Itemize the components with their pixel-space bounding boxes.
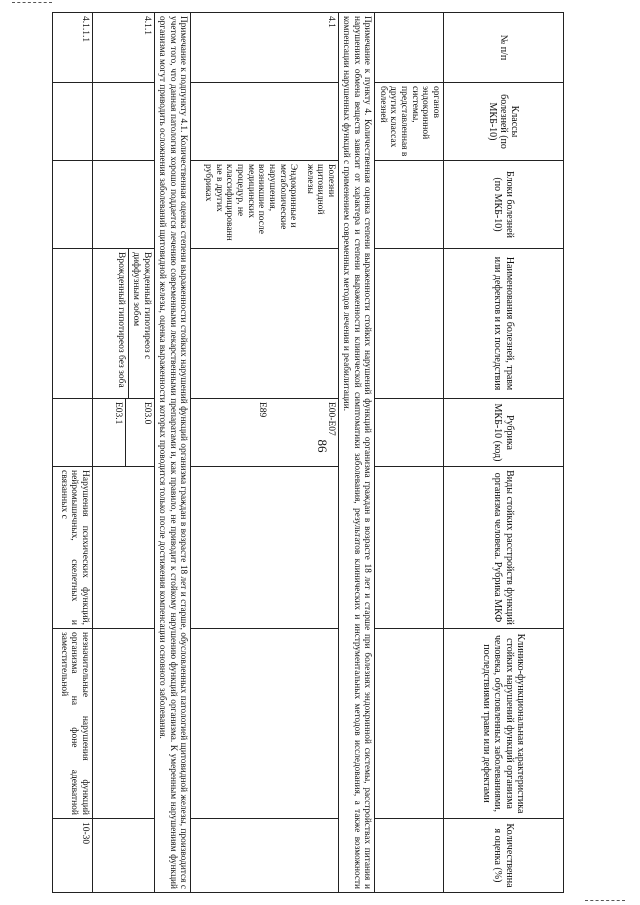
cell-empty [191, 629, 339, 819]
cell-empty [191, 819, 339, 893]
table-row [375, 13, 444, 893]
disability-criteria-table [52, 12, 564, 893]
cell-empty [92, 83, 154, 161]
cell-percent-4-1-1-1: 10-30 [52, 819, 92, 893]
cell-empty [52, 399, 92, 467]
cell-num-4-1-1: 4.1.1 [92, 13, 154, 83]
cell-num-4-1-1-1: 4.1.1.1 [52, 13, 92, 83]
cell-empty [191, 467, 339, 629]
header-names: Наименования болезней, травм или дефектов и их последствия [444, 249, 564, 399]
cell-empty [92, 629, 154, 819]
cell-empty [375, 399, 444, 467]
table-row [52, 13, 92, 893]
header-clinical: Клинико-функциональная характеристика стойких нарушений функций организма человека, обусловленных заболеваниями, последствиями травм или дефектами [444, 629, 564, 819]
name-hypothyroid-goiter: Врожденный гипотиреоз с диффузным зобом [128, 249, 154, 398]
cell-empty [52, 161, 92, 249]
header-percent: Количественная оценка (%) [444, 819, 564, 893]
block-thyroid: Болезни щитовидной железы [304, 164, 337, 215]
cell-blocks-4-1 [191, 161, 339, 249]
cell-empty [375, 819, 444, 893]
header-num: № п/п [444, 13, 564, 83]
header-blocks: Блоки болезней (по МКБ-10) [444, 161, 564, 249]
cell-empty [375, 249, 444, 399]
table-header-row [444, 13, 564, 893]
note-subitem-4-1: Примечание к подпункту 4.1. Количественная оценка степени выраженности стойких нарушений функций организма граждан в возрасте 18 лет и старше, обусловленных патологией щитовидной железы, производится с учетом того, что данная патология хорошо поддается лечению современными лекарственными препаратами и, как правило, не приводит к стойкому нарушению функций организма. К умеренным нарушениям функций организма могут приводить осложнения заболеваний щитовидной железы, оценка выраженности которых проводится только после достижения компенсации основного заболевания. [154, 13, 190, 893]
cell-codes-4-1-1 [92, 399, 154, 467]
cell-empty [92, 819, 154, 893]
cell-names-4-1-1 [92, 249, 154, 399]
note-item-4: Примечание к пункту 4. Количественная оценка степени выраженности стойких нарушений функций организма граждан в возрасте 18 лет и старше при болезнях эндокринной системы, расстройствах питания и нарушениях обмена веществ зависит от характера и степени выраженности клинической симптоматики заболевания, результатов клинических и инструментальных методов исследования, а также возможности компенсации нарушенных функций с применением современных методов лечения и реабилитации. [339, 13, 375, 893]
cell-empty [92, 161, 154, 249]
cell-empty [375, 161, 444, 249]
cell-empty [375, 467, 444, 629]
code-e89: Е89 [257, 402, 268, 418]
bottom-scan-mark [585, 900, 625, 901]
cell-empty [52, 249, 92, 399]
code-e03-1: Е03.1 [112, 402, 123, 425]
code-e00-e07: Е00-Е07 [326, 402, 337, 436]
rotated-table-region [44, 12, 564, 892]
cell-codes-4-1 [191, 399, 339, 467]
header-types: Виды стойких расстройств функций организма человека. Рубрика МКФ [444, 467, 564, 629]
top-scan-mark [12, 2, 52, 3]
cell-types-4-1-1-1: Нарушения психических функций, нейромышечных, скелетных и связанных с [52, 467, 92, 629]
cell-num-empty [375, 13, 444, 83]
table-row [154, 13, 190, 893]
name-hypothyroid-no-goiter: Врожденный гипотиреоз без зоба [115, 252, 126, 388]
table-row [339, 13, 375, 893]
cell-empty [52, 83, 92, 161]
code-e03-0: Е03.0 [125, 399, 154, 466]
header-classes: Классы болезней (по МКБ-10) [444, 83, 564, 161]
page-number: 86 [315, 439, 330, 453]
table-row [191, 13, 339, 893]
table-row [92, 13, 154, 893]
cell-empty [191, 249, 339, 399]
block-postprocedural: Эндокринные и метаболические нарушения, возникшие после медицинских процедур, не классифицированные в других рубриках [203, 164, 299, 241]
cell-num-4-1: 4.1 [191, 13, 339, 83]
header-code: Рубрика МКБ-10 (код) [444, 399, 564, 467]
cell-classes-continued: органов эндокринной системы, представленная в других классах болезней [375, 83, 444, 161]
cell-clinical-4-1-1-1: незначительные нарушения функций организма на фоне адекватной заместительной [52, 629, 92, 819]
cell-empty [375, 629, 444, 819]
cell-empty [92, 467, 154, 629]
cell-empty [191, 83, 339, 161]
